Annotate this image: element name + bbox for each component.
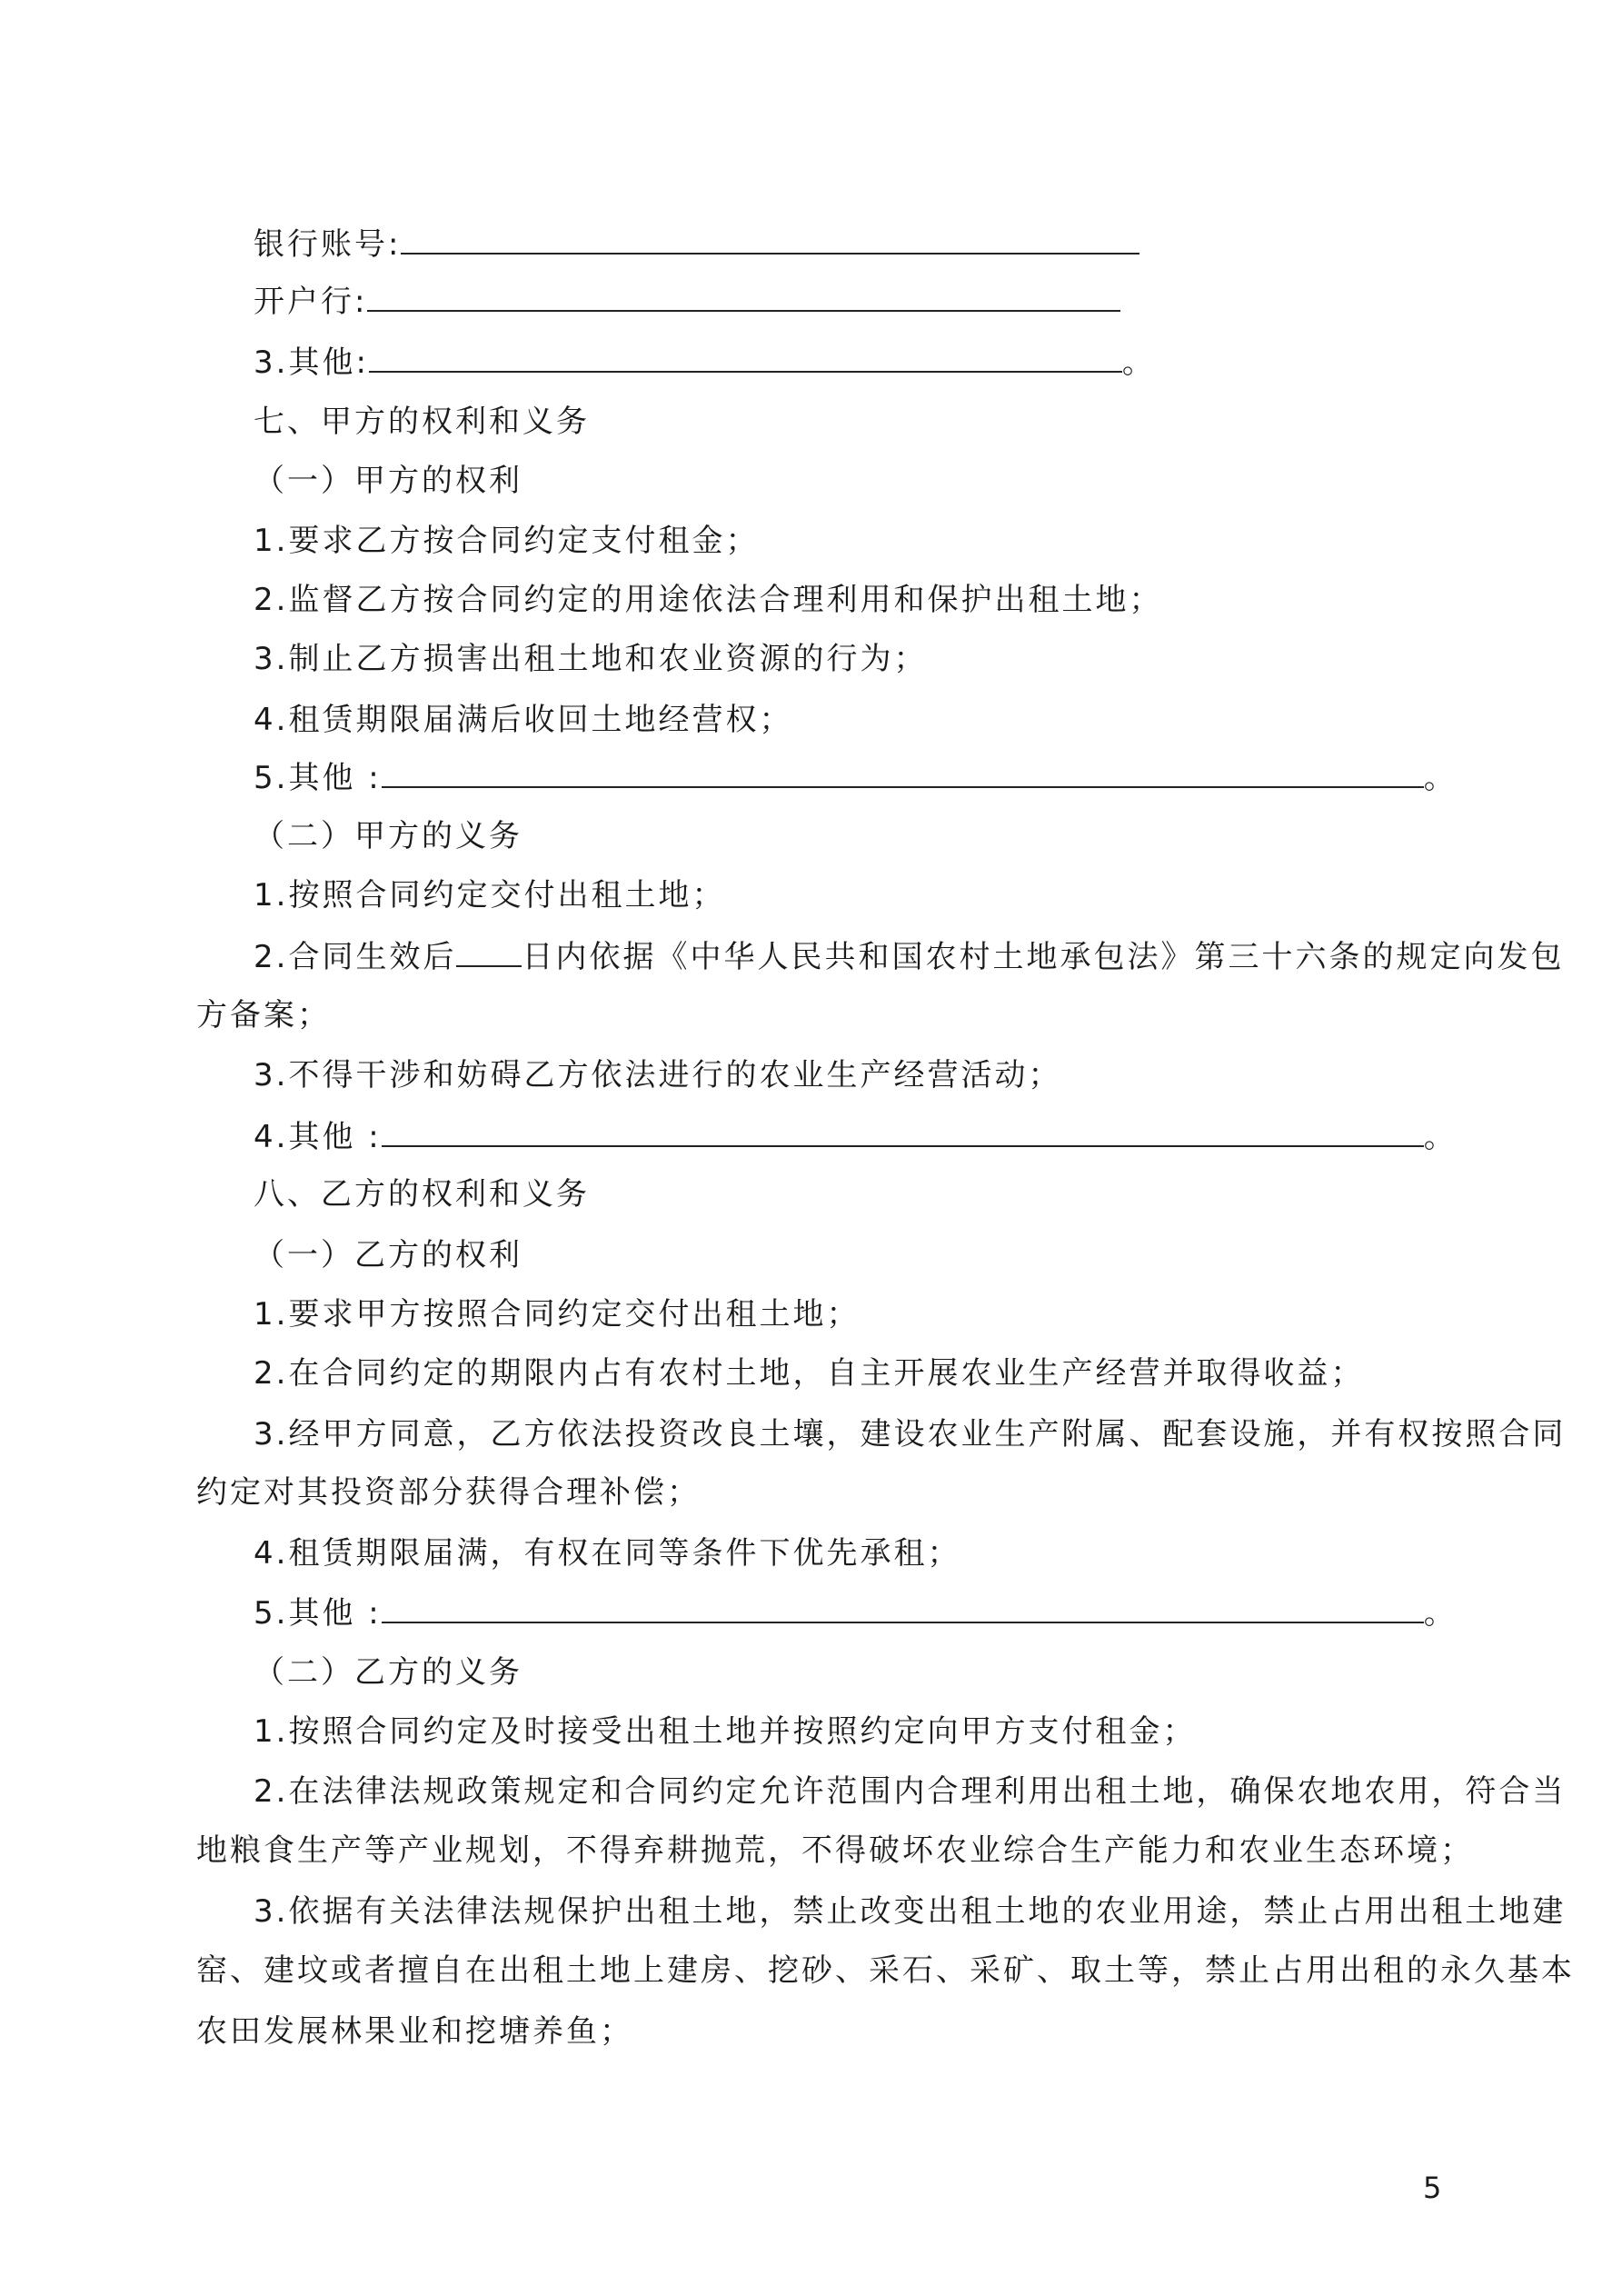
paragraph: 2.在法律法规政策规定和合同约定允许范围内合理利用出租土地，确保农地农用，符合当	[254, 1773, 1567, 1810]
period: 。	[1423, 1119, 1458, 1155]
bank-account-blank	[401, 224, 1139, 255]
paragraph: 地粮食生产等产业规划，不得弃耕抛荒，不得破坏农业综合生产能力和农业生态环境；	[196, 1832, 1474, 1869]
paragraph: 1.要求甲方按照合同约定交付出租土地；	[254, 1296, 861, 1333]
paragraph: 2.在合同约定的期限内占有农村土地，自主开展农业生产经营并取得收益；	[254, 1355, 1365, 1392]
period: 。	[1423, 760, 1458, 796]
other-blank	[369, 342, 1122, 373]
paragraph: 4.租赁期限届满，有权在同等条件下优先承租；	[254, 1535, 961, 1572]
paragraph: 方备案；	[196, 997, 331, 1033]
label: 3.其他:	[254, 344, 369, 381]
paragraph: 1.按照合同约定交付出租土地；	[254, 877, 726, 913]
text: 日内依据《中华人民共和国农村土地承包法》第三十六条的规定向发包	[522, 939, 1565, 975]
other-line	[254, 1592, 1458, 1633]
paragraph	[254, 936, 1564, 977]
paragraph: 3.不得干涉和妨碍乙方依法进行的农业生产经营活动；	[254, 1057, 1062, 1093]
text: 2.合同生效后	[254, 939, 457, 975]
other-blank	[382, 1592, 1424, 1623]
paragraph: 1.按照合同约定及时接受出租土地并按照约定向甲方支付租金；	[254, 1713, 1197, 1750]
label: 开户行:	[254, 284, 368, 320]
paragraph: 窑、建坟或者擅自在出租土地上建房、挖砂、采石、采矿、取土等，禁止占用出租的永久基本	[196, 1952, 1575, 1989]
section-heading: 七、甲方的权利和义务	[254, 404, 590, 440]
paragraph: 2.监督乙方按合同约定的用途依法合理利用和保护出租土地；	[254, 582, 1163, 618]
subsection-heading: （一）甲方的权利	[254, 463, 522, 499]
label: 5.其他 :	[254, 1595, 382, 1632]
label: 银行账号:	[254, 226, 402, 263]
label: 5.其他 :	[254, 760, 382, 796]
other-blank	[382, 757, 1424, 788]
period: 。	[1121, 344, 1156, 381]
bank-line	[254, 281, 1120, 322]
other-line	[254, 757, 1458, 798]
subsection-heading: （一）乙方的权利	[254, 1237, 522, 1273]
paragraph: 3.依据有关法律法规保护出租土地，禁止改变出租土地的农业用途，禁止占用出租土地建	[254, 1893, 1567, 1930]
section-heading: 八、乙方的权利和义务	[254, 1176, 590, 1213]
paragraph: 约定对其投资部分获得合理补偿；	[196, 1474, 701, 1511]
days-blank	[456, 936, 522, 967]
other-line	[254, 1116, 1458, 1157]
bank-account-line	[254, 224, 1139, 265]
page-number: 5	[1423, 2171, 1442, 2205]
paragraph: 3.制止乙方损害出租土地和农业资源的行为；	[254, 641, 928, 677]
paragraph: 1.要求乙方按合同约定支付租金；	[254, 523, 760, 559]
subsection-heading: （二）甲方的义务	[254, 818, 522, 854]
paragraph: 4.租赁期限届满后收回土地经营权；	[254, 702, 793, 738]
subsection-heading: （二）乙方的义务	[254, 1654, 522, 1691]
bank-blank	[367, 281, 1120, 312]
paragraph: 3.经甲方同意，乙方依法投资改良土壤，建设农业生产附属、配套设施，并有权按照合同	[254, 1416, 1567, 1452]
label: 4.其他 :	[254, 1119, 382, 1155]
period: 。	[1423, 1595, 1458, 1632]
other-line	[254, 342, 1156, 383]
other-blank	[382, 1116, 1424, 1147]
paragraph: 农田发展林果业和挖塘养鱼；	[196, 2013, 633, 2050]
